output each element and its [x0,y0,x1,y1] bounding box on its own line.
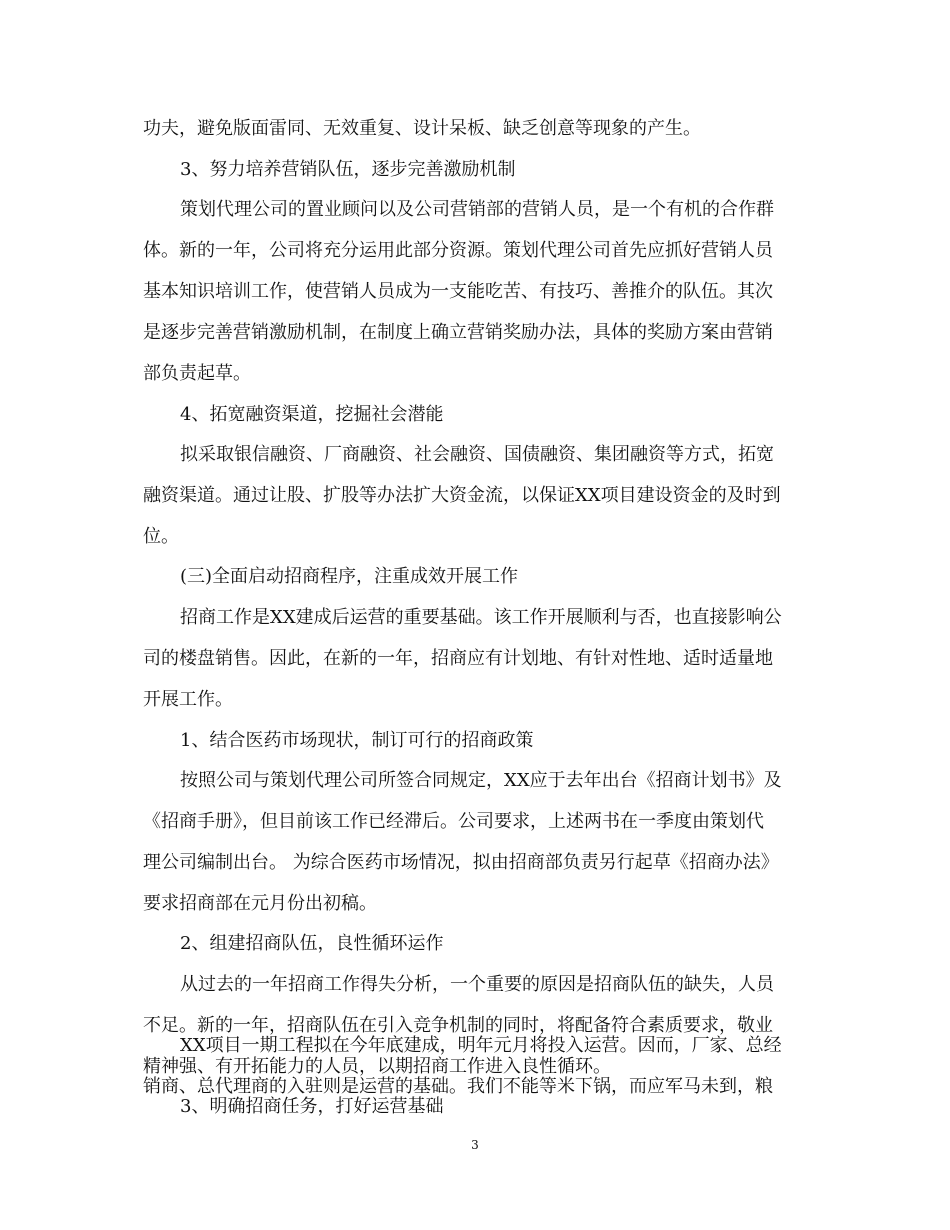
text-line: 位。 [143,526,179,547]
text-line: 部负责起草。 [143,363,251,384]
text-line: 司的楼盘销售。因此，在新的一年，招商应有计划地、有针对性地、适时适量地 [143,648,773,669]
text-line: 体。新的一年，公司将充分运用此部分资源。策划代理公司首先应抓好营销人员 [143,240,773,261]
section-heading: 1、结合医药市场现状，制订可行的招商政策 [180,730,534,751]
section-heading: (三)全面启动招商程序，注重成效开展工作 [180,566,519,587]
text-line: 理公司编制出台。 为综合医药市场情况，拟由招商部负责另行起草《招商办法》 [143,852,779,873]
section-heading: 3、努力培养营销队伍，逐步完善激励机制 [180,159,516,180]
section-heading: 3、明确招商任务，打好运营基础 [180,1096,444,1117]
text-line: 销商、总代理商的入驻则是运营的基础。我们不能等米下锅，而应军马未到，粮 [143,1076,773,1097]
text-line: 从过去的一年招商工作得失分析，一个重要的原因是招商队伍的缺失，人员 [180,974,774,995]
text-line: 策划代理公司的置业顾问以及公司营销部的营销人员，是一个有机的合作群 [180,199,774,220]
text-line: XX项目一期工程拟在今年底建成，明年元月将投入运营。因而，厂家、总经 [180,1035,782,1056]
text-line: 是逐步完善营销激励机制，在制度上确立营销奖励办法，具体的奖励方案由营销 [143,322,773,343]
text-line: 按照公司与策划代理公司所签合同规定，XX应于去年出台《招商计划书》及 [180,770,782,791]
text-line: 招商工作是XX建成后运营的重要基础。该工作开展顺利与否，也直接影响公 [180,607,782,628]
text-line: 功夫，避免版面雷同、无效重复、设计呆板、缺乏创意等现象的产生。 [143,118,701,139]
text-line: 精神强、有开拓能力的人员，以期招商工作进入良性循环。 [143,1056,611,1077]
text-line: 要求招商部在元月份出初稿。 [143,893,377,914]
text-line: 拟采取银信融资、厂商融资、社会融资、国债融资、集团融资等方式，拓宽 [180,444,774,465]
text-line: 不足。新的一年，招商队伍在引入竞争机制的同时，将配备符合素质要求，敬业 [143,1015,773,1036]
section-heading: 2、组建招商队伍，良性循环运作 [180,933,444,954]
section-heading: 4、拓宽融资渠道，挖掘社会潜能 [180,404,444,425]
text-line: 开展工作。 [143,689,233,710]
text-line: 《招商手册》，但目前该工作已经滞后。公司要求，上述两书在一季度由策划代 [143,811,764,832]
page-number: 3 [471,1138,479,1152]
text-line: 基本知识培训工作，使营销人员成为一支能吃苦、有技巧、善推介的队伍。其次 [143,281,773,302]
text-line: 融资渠道。通过让股、扩股等办法扩大资金流，以保证XX项目建设资金的及时到 [143,485,781,506]
